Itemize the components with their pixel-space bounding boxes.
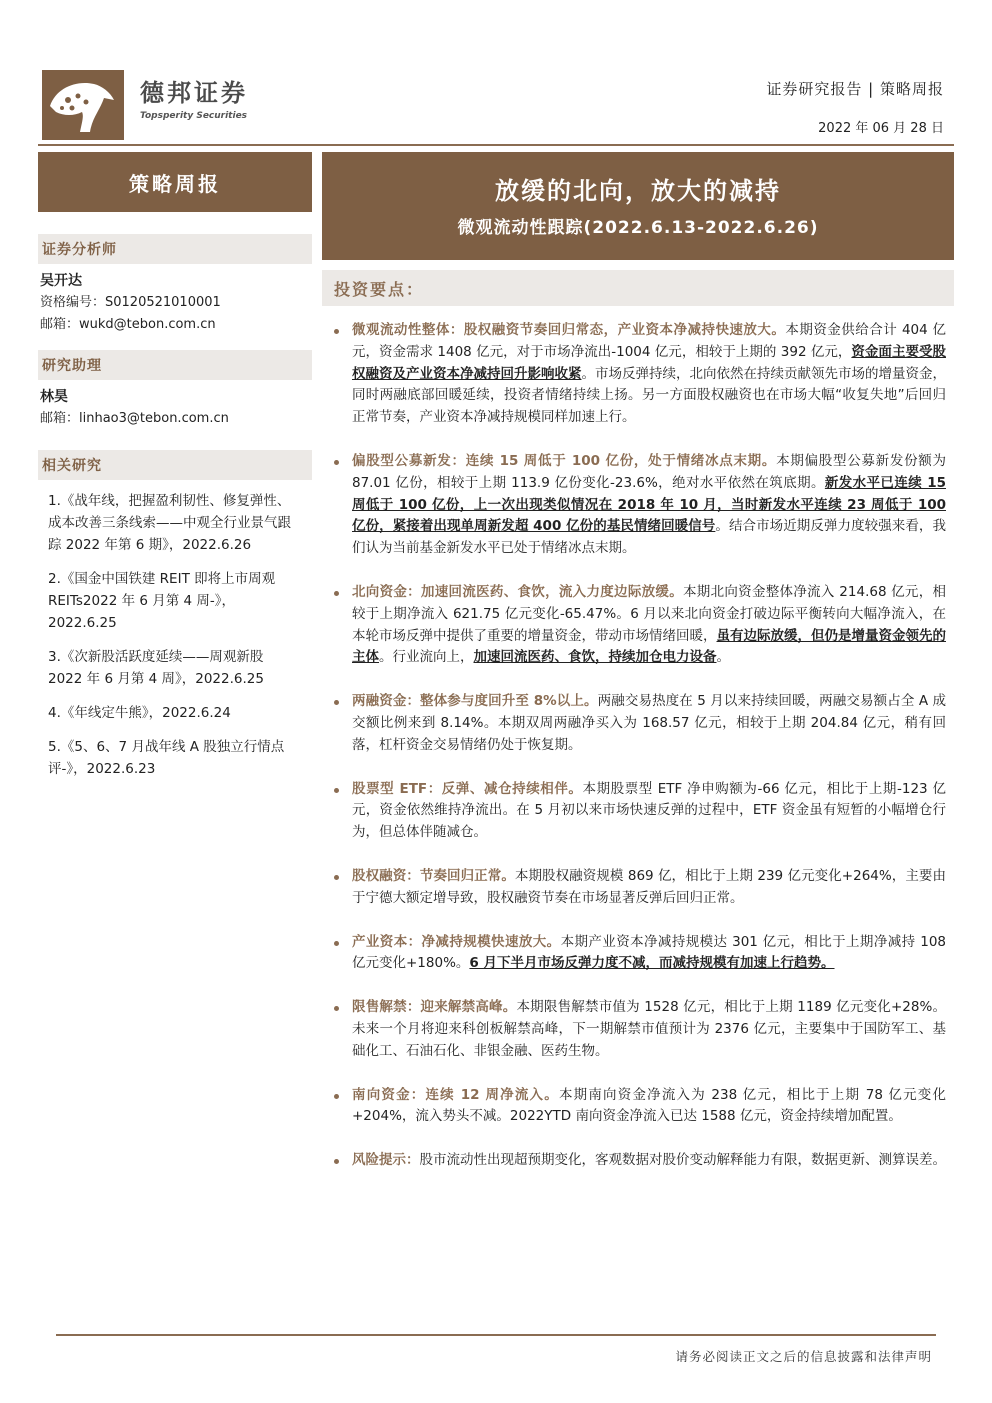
header-divider: [38, 144, 954, 146]
key-point-text: 本期南向资金净流入为 238 亿元，相比于上期 78 亿元变化+204%，流入势头不减。2022YTD 南向资金净流入已达 1588 亿元，资金持续增加配置。: [352, 1086, 946, 1125]
key-point-lead: 北向资金：加速回流医药、食饮，流入力度边际放缓。: [352, 583, 684, 600]
key-point-lead: 产业资本：净减持规模快速放大。: [352, 933, 561, 950]
key-point: [332, 997, 946, 1062]
report-subtitle: 微观流动性跟踪(2022.6.13-2022.6.26): [457, 218, 819, 238]
key-point-lead: 风险提示：: [352, 1152, 420, 1169]
key-point: [332, 1085, 946, 1129]
assistant-section-head: 研究助理: [38, 350, 312, 380]
key-point-text: 本期产业资本净减持规模达 301 亿元，相比于上期净减持 108 亿元变化+180%。: [352, 933, 946, 972]
analyst-info: [38, 264, 312, 336]
report-title: 放缓的北向，放大的减持: [495, 177, 781, 205]
assistant-info: [38, 380, 312, 430]
key-point-lead: 股票型 ETF：反弹、减仓持续相伴。: [352, 780, 583, 797]
related-item[interactable]: 5.《5、6、7 月战年线 A 股独立行情点评-》，2022.6.23: [48, 739, 285, 777]
assistant-name: 林昊: [40, 389, 68, 405]
key-point: [332, 1150, 946, 1172]
related-research-head: 相关研究: [38, 450, 312, 480]
key-point-highlight: 加速回流医药、食饮，持续加仓电力设备: [473, 649, 717, 666]
assistant-email[interactable]: 邮箱：linhao3@tebon.com.cn: [40, 411, 229, 426]
key-point-highlight: 虽有边际放缓，但仍是增量资金领先的主体: [352, 627, 946, 666]
brand-name-cn: 德邦证券: [140, 79, 248, 107]
related-research-list: [38, 480, 312, 780]
key-point: [332, 779, 946, 844]
analyst-email[interactable]: 邮箱：wukd@tebon.com.cn: [40, 317, 216, 332]
key-point: [332, 691, 946, 756]
related-item[interactable]: 2.《国金中国铁建 REIT 即将上市周观 REITs2022 年 6 月第 4 周-》，2022.6.25: [48, 571, 276, 631]
analyst-cert: 资格编号：S0120521010001: [40, 295, 221, 310]
brand-name-en: Topsperity Securities: [140, 111, 248, 121]
report-date: 2022 年 06 月 28 日: [818, 121, 944, 136]
report-type: 证券研究报告 | 策略周报: [766, 80, 944, 98]
analyst-section-head: 证券分析师: [38, 234, 312, 264]
key-point: [332, 866, 946, 910]
related-item[interactable]: 4.《年线定牛熊》，2022.6.24: [48, 705, 231, 721]
key-points-head: 投资要点：: [322, 270, 954, 306]
key-point-highlight: 资金面主要受股权融资及产业资本净减持回升影响收紧: [352, 343, 946, 382]
key-point-highlight: 新发水平已连续 15 周低于 100 亿份，上一次出现类似情况在 2018 年 10 月，当时新发水平连续 23 周低于 100 亿份，紧接着出现单周新发超 400 亿份的基民情绪回暖信号: [352, 474, 946, 535]
key-point: [332, 451, 946, 560]
key-point-text: 本期北向资金整体净流入 214.68 亿元，相较于上期净流入 621.75 亿元变化-65.47%。6 月以来北向资金打破边际平衡转向大幅净流入，在本轮市场反弹中提供了重要的增量资金，带动市场情绪回暖，: [352, 583, 947, 644]
related-item[interactable]: 1.《战年线，把握盈利韧性、修复弹性、成本改善三条线索——中观全行业景气跟踪 2022 年第 6 期》，2022.6.26: [48, 493, 291, 553]
key-point-text: 。: [716, 649, 730, 666]
title-banner: [322, 152, 954, 260]
key-point-lead: 限售解禁：迎来解禁高峰。: [352, 999, 517, 1016]
footer-disclaimer: 请务必阅读正文之后的信息披露和法律声明: [675, 1349, 932, 1364]
key-point-lead: 股权融资：节奏回归正常。: [352, 867, 515, 884]
key-points-list: [332, 320, 946, 1172]
key-point-highlight: 6 月下半月市场反弹力度不减，而减持规模有加速上行趋势。: [469, 955, 835, 972]
key-point-text: 两融交易热度在 5 月以来持续回暖，两融交易额占全 A 成交额比例来到 8.14%。本期双周两融净买入为 168.57 亿元，相较于上期 204.84 亿元，稍有回落，杠杆资金交易情绪仍处于恢复期。: [352, 693, 946, 753]
key-point-lead: 南向资金：连续 12 周净流入。: [352, 1086, 559, 1103]
key-point-text: 。结合市场近期反弹力度较强来看，我们认为当前基金新发水平已处于情绪冰点末期。: [352, 518, 946, 557]
key-point-text: 本期偏股型公募新发份额为 87.01 亿份，相较于上期 113.9 亿份变化-23.6%，绝对水平依然在筑底期。: [352, 452, 947, 491]
key-point-lead: 微观流动性整体：股权融资节奏回归常态，产业资本净减持快速放大。: [352, 322, 786, 338]
key-point-text: 本期股权融资规模 869 亿，相比于上期 239 亿元变化+264%，主要由于宁德大额定增导致，股权融资节奏在市场显著反弹后回归正常。: [352, 867, 946, 906]
report-category-banner: 策略周报: [38, 152, 312, 212]
key-point-text: 本期资金供给合计 404 亿元，资金需求 1408 亿元，对于市场净流出-1004 亿元，相较于上期的 392 亿元，: [352, 322, 946, 360]
key-point-text: 本期股票型 ETF 净申购额为-66 亿元，相比于上期-123 亿元，资金依然维持净流出。在 5 月初以来市场快速反弹的过程中，ETF 资金虽有短暂的小幅增仓行为，但总体伴随减仓。: [352, 780, 946, 841]
key-point: [332, 932, 946, 976]
company-logo: [42, 70, 124, 140]
key-point-text: 本期限售解禁市值为 1528 亿元，相比于上期 1189 亿元变化+28%。未来一个月将迎来科创板解禁高峰，下一期解禁市值预计为 2376 亿元，主要集中于国防军工、基础化工、石油石化、非银金融、医药生物。: [352, 999, 946, 1059]
key-point-lead: 两融资金：整体参与度回升至 8%以上。: [352, 693, 598, 710]
key-point: [332, 320, 946, 429]
related-item[interactable]: 3.《次新股活跃度延续——周观新股 2022 年 6 月第 4 周》，2022.6.25: [48, 649, 264, 687]
key-point: [332, 582, 946, 669]
left-sidebar: [38, 152, 312, 792]
key-point-lead: 偏股型公募新发：连续 15 周低于 100 亿份，处于情绪冰点末期。: [352, 452, 777, 469]
key-point-text: 。市场反弹持续，北向依然在持续贡献领先市场的增量资金，同时两融底部回暖延续，投资者情绪持续上扬。另一方面股权融资也在市场大幅“收复失地”后回归正常节奏，产业资本净减持规模同样加速上行。: [352, 365, 946, 426]
key-point-text: 股市流动性出现超预期变化，客观数据对股价变动解释能力有限，数据更新、测算误差。: [419, 1152, 946, 1169]
key-point-text: 。行业流向上，: [379, 649, 474, 666]
brand: [140, 78, 248, 122]
analyst-name: 吴开达: [40, 273, 82, 289]
footer-divider: [56, 1334, 936, 1336]
